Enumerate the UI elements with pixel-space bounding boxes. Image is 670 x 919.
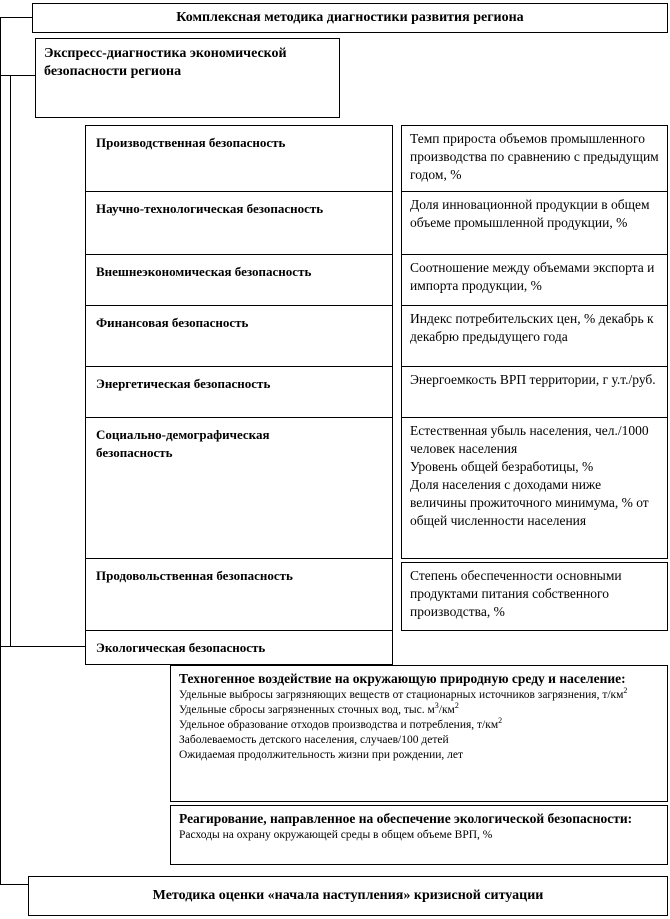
category-label: Научно-технологическая безопасность — [96, 201, 324, 216]
top-title-box — [32, 3, 668, 33]
express-title: Экспресс-диагностика экономической безопасности региона — [44, 46, 287, 79]
category-label: Финансовая безопасность — [96, 315, 249, 330]
category-foreign-econ — [85, 254, 393, 306]
eco-impact-box — [170, 665, 668, 802]
connector-eco-left — [0, 646, 85, 647]
connector-main-vertical — [0, 17, 1, 884]
indicator-scitech — [401, 191, 668, 255]
eco-response-item: Расходы на охрану окружающей среды в общем объеме ВРП, % — [179, 829, 493, 841]
eco-impact-item: Удельные сбросы загрязненных сточных вод, тыс. $м^3/км^2$ — [179, 701, 459, 716]
indicator-text: Энергоемкость ВРП территории, г у.т./руб. — [410, 372, 656, 387]
category-label: Энергетическая безопасность — [96, 376, 271, 391]
eco-impact-item: Ожидаемая продолжительность жизни при рождении, лет — [179, 749, 464, 761]
indicator-text: Соотношение между объемами экспорта и импорта продукции, % — [410, 260, 655, 293]
category-scitech — [85, 191, 393, 255]
indicator-social — [401, 417, 668, 559]
indicator-text: Темп прироста объемов промышленного производства по сравнению с предыдущим годом, % — [410, 131, 659, 182]
eco-response-box — [170, 805, 668, 865]
eco-impact-item: Удельные выбросы загрязняющих веществ от стационарных источников загрязнения, $т/км^2$ — [179, 686, 628, 701]
indicator-text: Доля населения с доходами ниже величины прожиточного минимума, % от общей численности населения — [410, 477, 649, 528]
indicator-text: Индекс потребительских цен, % декабрь к декабрю предыдущего года — [410, 311, 654, 344]
indicator-foreign-econ — [401, 254, 668, 306]
eco-impact-title: Техногенное воздействие на окружающую природную среду и население: — [179, 671, 626, 686]
indicator-text: Естественная убыль населения, чел./1000 человек населения — [410, 423, 649, 456]
eco-response-title: Реагирование, направленное на обеспечение экологической безопасности: — [179, 811, 633, 826]
category-finance — [85, 305, 393, 367]
eco-impact-item: Заболеваемость детского населения, случаев/100 детей — [179, 734, 449, 746]
category-label: Социально-демографическая безопасность — [96, 427, 270, 460]
connector-top — [0, 17, 32, 18]
indicator-energy — [401, 366, 668, 418]
bottom-title-box — [28, 876, 668, 916]
category-ecology — [85, 630, 393, 665]
eco-impact-item: Удельное образование отходов производства и потребления, $т/км^2$ — [179, 716, 503, 731]
indicator-production — [401, 125, 668, 192]
category-label: Продовольственная безопасность — [96, 568, 293, 583]
category-energy — [85, 366, 393, 418]
connector-eco-sub-h — [10, 75, 35, 76]
category-food — [85, 558, 393, 631]
indicator-text: Степень обеспеченности основными продуктами питания собственного производства, % — [410, 568, 622, 619]
top-title: Комплексная методика диагностики развития региона — [176, 10, 524, 25]
connector-bottom — [0, 884, 28, 885]
indicator-text: Уровень общей безработицы, % — [410, 459, 594, 474]
indicator-finance — [401, 305, 668, 367]
category-label: Внешнеэкономическая безопасность — [96, 264, 312, 279]
category-label: Экологическая безопасность — [96, 640, 266, 655]
indicator-food — [401, 562, 668, 631]
indicator-text: Доля инновационной продукции в общем объеме промышленной продукции, % — [410, 197, 650, 230]
category-production — [85, 125, 393, 192]
category-label: Производственная безопасность — [96, 135, 286, 150]
bottom-title: Методика оценки «начала наступления» кризисной ситуации — [152, 888, 544, 903]
express-box — [35, 38, 340, 118]
category-social — [85, 417, 393, 559]
connector-eco-sub — [10, 75, 11, 646]
